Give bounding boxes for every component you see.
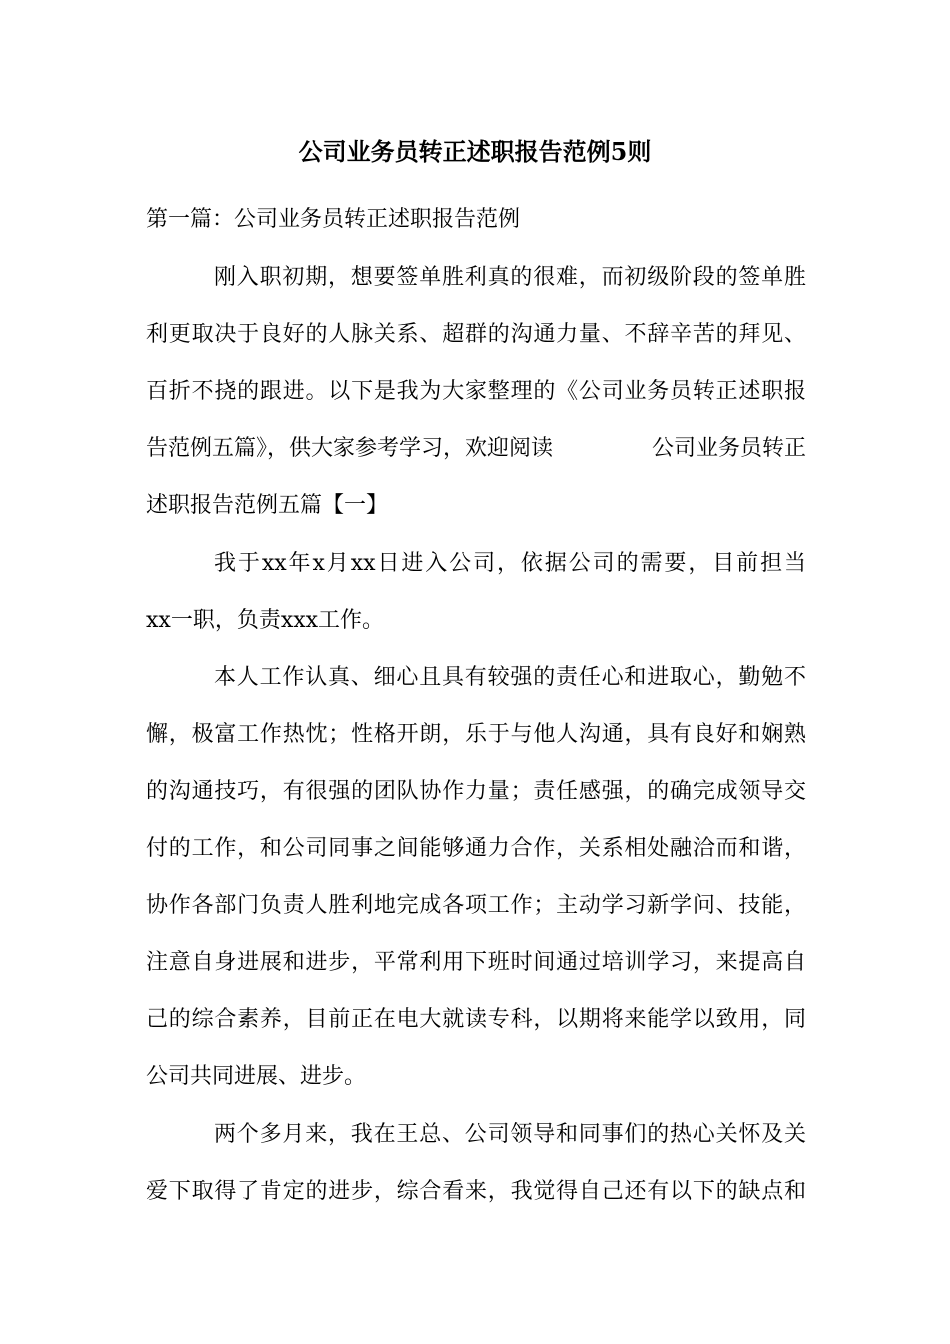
paragraph-line: xx一职，负责xxx工作。 bbox=[146, 608, 385, 633]
paragraph-line: 刚入职初期，想要签单胜利真的很难，而初级阶段的签单胜 bbox=[214, 265, 806, 290]
paragraph-line: 本人工作认真、细心且具有较强的责任心和进取心，勤勉不 bbox=[214, 665, 806, 690]
paragraph-line: 两个多月来，我在王总、公司领导和同事们的热心关怀及关 bbox=[214, 1122, 806, 1147]
paragraph-line: 述职报告范例五篇【一】 bbox=[146, 493, 389, 518]
paragraph-line: 爱下取得了肯定的进步，综合看来，我觉得自己还有以下的缺点和 bbox=[146, 1179, 806, 1204]
paragraph-line: 己的综合素养，目前正在电大就读专科，以期将来能学以致用，同 bbox=[146, 1007, 806, 1032]
paragraph-line-right: 公司业务员转正 bbox=[651, 436, 806, 461]
paragraph-line: 利更取决于良好的人脉关系、超群的沟通力量、不辞辛苦的拜见、 bbox=[146, 322, 806, 347]
paragraph-line: 注意自身进展和进步，平常利用下班时间通过培训学习，来提高自 bbox=[146, 950, 806, 975]
document-title: 公司业务员转正述职报告范例5则 bbox=[298, 137, 652, 166]
paragraph-line: 公司共同进展、进步。 bbox=[146, 1064, 367, 1089]
paragraph-line: 付的工作，和公司同事之间能够通力合作，关系相处融洽而和谐， bbox=[146, 836, 806, 861]
section-heading: 第一篇：公司业务员转正述职报告范例 bbox=[146, 207, 521, 232]
paragraph-line: 百折不挠的跟进。以下是我为大家整理的《公司业务员转正述职报 bbox=[146, 379, 806, 404]
paragraph-line-left: 告范例五篇》，供大家参考学习，欢迎阅读 bbox=[146, 436, 554, 461]
paragraph-line-split bbox=[146, 429, 806, 469]
paragraph-line: 的沟通技巧，有很强的团队协作力量；责任感强，的确完成领导交 bbox=[146, 779, 806, 804]
paragraph-line: 懈，极富工作热忱；性格开朗，乐于与他人沟通，具有良好和娴熟 bbox=[146, 722, 806, 747]
paragraph-line: 我于xx年x月xx日进入公司，依据公司的需要，目前担当 bbox=[214, 551, 806, 576]
paragraph-line: 协作各部门负责人胜利地完成各项工作；主动学习新学问、技能， bbox=[146, 893, 806, 918]
